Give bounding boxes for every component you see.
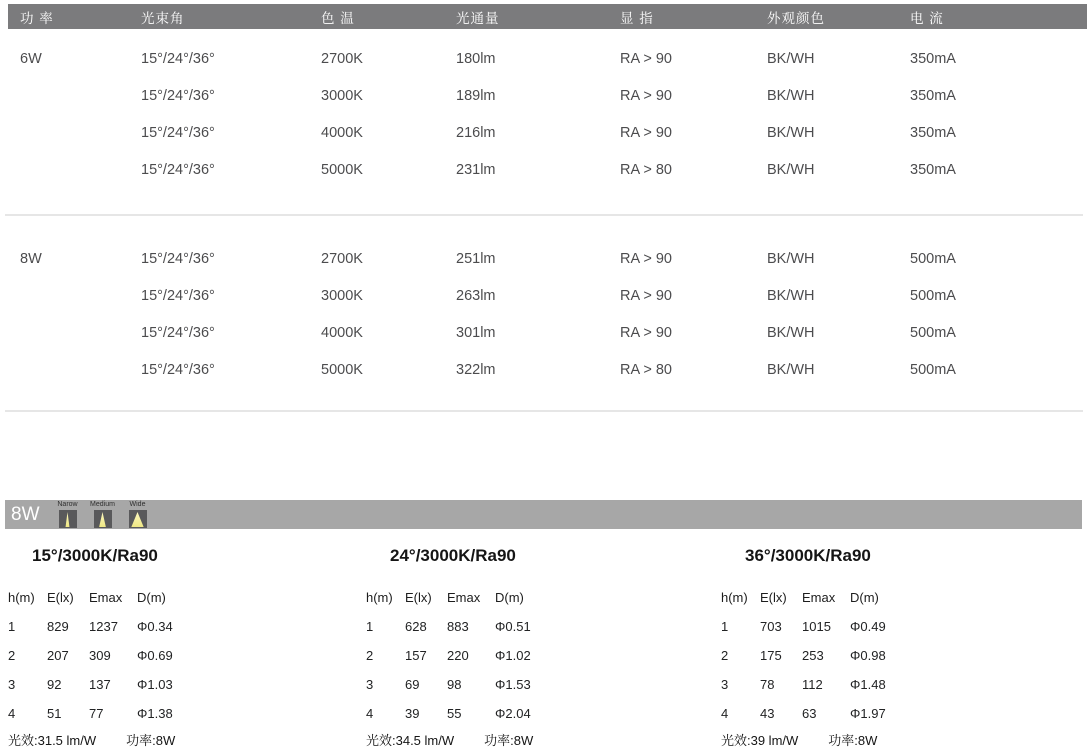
col-header-cri: 显 指 xyxy=(620,10,654,26)
col-header-current: 电 流 xyxy=(910,10,944,26)
emax-cell: 309 xyxy=(89,648,111,663)
finish-cell: BK/WH xyxy=(767,124,815,141)
d-cell: Φ2.04 xyxy=(495,706,531,721)
power-cell: 6W xyxy=(20,50,42,67)
col-header-finish: 外观颜色 xyxy=(767,10,825,26)
beam-cell: 15°/24°/36° xyxy=(141,161,215,178)
e-cell: 51 xyxy=(47,706,62,721)
table-row xyxy=(8,277,1087,314)
beam-cell: 15°/24°/36° xyxy=(141,250,215,267)
e-cell: 703 xyxy=(760,619,782,634)
finish-cell: BK/WH xyxy=(767,361,815,378)
narrow-beam-item xyxy=(56,501,80,528)
finish-cell: BK/WH xyxy=(767,324,815,341)
table-title: 15°/3000K/Ra90 xyxy=(32,546,158,565)
col-header-d: D(m) xyxy=(850,590,879,605)
cri-cell: RA > 90 xyxy=(620,50,672,67)
emax-cell: 112 xyxy=(802,677,823,692)
col-header-flux: 光通量 xyxy=(456,10,500,26)
col-header-h: h(m) xyxy=(8,590,35,605)
d-cell: Φ0.69 xyxy=(137,648,173,663)
emax-cell: 220 xyxy=(447,648,469,663)
h-cell: 1 xyxy=(366,619,374,634)
flux-cell: 301lm xyxy=(456,324,496,341)
finish-cell: BK/WH xyxy=(767,161,815,178)
cri-cell: RA > 90 xyxy=(620,324,672,341)
current-cell: 350mA xyxy=(910,87,956,104)
d-cell: Φ0.51 xyxy=(495,619,531,634)
d-cell: Φ1.53 xyxy=(495,677,531,692)
finish-cell: BK/WH xyxy=(767,87,815,104)
photometric-table-24deg xyxy=(366,546,596,753)
col-header-d: D(m) xyxy=(137,590,166,605)
d-cell: Φ1.48 xyxy=(850,677,886,692)
photometric-section-bar xyxy=(5,500,1082,529)
e-cell: 78 xyxy=(760,677,775,692)
narrow-beam-icon xyxy=(59,510,77,528)
current-cell: 500mA xyxy=(910,324,956,341)
current-cell: 500mA xyxy=(910,361,956,378)
table-row xyxy=(8,40,1087,77)
e-cell: 628 xyxy=(405,619,427,634)
table-footer xyxy=(721,730,885,753)
h-cell: 4 xyxy=(8,706,16,721)
table-row xyxy=(8,314,1087,351)
emax-cell: 253 xyxy=(802,648,824,663)
d-cell: Φ0.49 xyxy=(850,619,886,634)
cct-cell: 2700K xyxy=(321,50,363,67)
power-value: 功率:8W xyxy=(126,733,176,748)
emax-cell: 1015 xyxy=(802,619,831,634)
current-cell: 350mA xyxy=(910,161,956,178)
h-cell: 3 xyxy=(366,677,374,692)
table-title: 24°/3000K/Ra90 xyxy=(390,546,516,565)
d-cell: Φ0.98 xyxy=(850,648,886,663)
beam-cell: 15°/24°/36° xyxy=(141,124,215,141)
h-cell: 1 xyxy=(8,619,16,634)
cri-cell: RA > 90 xyxy=(620,287,672,304)
power-cell: 8W xyxy=(20,250,42,267)
cct-cell: 2700K xyxy=(321,250,363,267)
emax-cell: 55 xyxy=(447,706,462,721)
flux-cell: 322lm xyxy=(456,361,496,378)
spec-group-6w xyxy=(8,40,1087,188)
table-row xyxy=(8,351,1087,388)
table-footer xyxy=(8,730,176,753)
medium-beam-label: Medium xyxy=(90,501,115,508)
h-cell: 2 xyxy=(8,648,16,663)
cct-cell: 5000K xyxy=(321,361,363,378)
power-value: 功率:8W xyxy=(484,733,534,748)
cct-cell: 4000K xyxy=(321,124,363,141)
finish-cell: BK/WH xyxy=(767,50,815,67)
medium-beam-item xyxy=(91,501,115,528)
wide-beam-icon xyxy=(129,510,147,528)
table-row xyxy=(8,151,1087,188)
beam-icon-group xyxy=(56,500,150,528)
emax-cell: 883 xyxy=(447,619,469,634)
cct-cell: 3000K xyxy=(321,87,363,104)
emax-cell: 63 xyxy=(802,706,817,721)
h-cell: 1 xyxy=(721,619,729,634)
cri-cell: RA > 80 xyxy=(620,161,672,178)
section-divider xyxy=(5,214,1083,216)
h-cell: 4 xyxy=(721,706,729,721)
narrow-beam-label: Narow xyxy=(57,501,78,508)
efficacy-value: 光效:34.5 lm/W xyxy=(366,733,455,748)
flux-cell: 263lm xyxy=(456,287,496,304)
finish-cell: BK/WH xyxy=(767,250,815,267)
beam-cell: 15°/24°/36° xyxy=(141,87,215,104)
flux-cell: 216lm xyxy=(456,124,496,141)
e-cell: 157 xyxy=(405,648,427,663)
h-cell: 2 xyxy=(721,648,729,663)
wide-beam-label: Wide xyxy=(129,501,146,508)
beam-cell: 15°/24°/36° xyxy=(141,50,215,67)
col-header-d: D(m) xyxy=(495,590,524,605)
cri-cell: RA > 90 xyxy=(620,124,672,141)
col-header-e: E(lx) xyxy=(760,590,787,605)
flux-cell: 189lm xyxy=(456,87,496,104)
finish-cell: BK/WH xyxy=(767,287,815,304)
h-cell: 3 xyxy=(8,677,16,692)
current-cell: 350mA xyxy=(910,124,956,141)
d-cell: Φ1.38 xyxy=(137,706,173,721)
e-cell: 175 xyxy=(760,648,782,663)
col-header-emax: Emax xyxy=(89,590,123,605)
photometric-table-15deg xyxy=(8,546,238,753)
e-cell: 207 xyxy=(47,648,69,663)
flux-cell: 231lm xyxy=(456,161,496,178)
flux-cell: 251lm xyxy=(456,250,496,267)
emax-cell: 1237 xyxy=(89,619,118,634)
col-header-beam: 光束角 xyxy=(141,10,185,26)
table-grid xyxy=(366,583,596,728)
h-cell: 2 xyxy=(366,648,374,663)
flux-cell: 180lm xyxy=(456,50,496,67)
e-cell: 43 xyxy=(760,706,775,721)
beam-cell: 15°/24°/36° xyxy=(141,361,215,378)
d-cell: Φ1.97 xyxy=(850,706,886,721)
beam-cell: 15°/24°/36° xyxy=(141,324,215,341)
spec-table-header xyxy=(8,4,1087,29)
cct-cell: 4000K xyxy=(321,324,363,341)
beam-cell: 15°/24°/36° xyxy=(141,287,215,304)
table-row xyxy=(8,77,1087,114)
e-cell: 69 xyxy=(405,677,420,692)
col-header-e: E(lx) xyxy=(405,590,432,605)
col-header-cct: 色 温 xyxy=(321,10,355,26)
spec-group-8w xyxy=(8,240,1087,388)
emax-cell: 77 xyxy=(89,706,104,721)
emax-cell: 137 xyxy=(89,677,111,692)
h-cell: 3 xyxy=(721,677,729,692)
current-cell: 350mA xyxy=(910,50,956,67)
e-cell: 829 xyxy=(47,619,69,634)
current-cell: 500mA xyxy=(910,287,956,304)
section-power-label: 8W xyxy=(11,504,40,525)
current-cell: 500mA xyxy=(910,250,956,267)
wide-beam-item xyxy=(126,501,150,528)
photometric-table-36deg xyxy=(721,546,951,753)
col-header-emax: Emax xyxy=(802,590,836,605)
table-footer xyxy=(366,730,534,753)
e-cell: 39 xyxy=(405,706,420,721)
col-header-h: h(m) xyxy=(721,590,748,605)
d-cell: Φ1.03 xyxy=(137,677,173,692)
col-header-power: 功 率 xyxy=(20,10,54,26)
col-header-h: h(m) xyxy=(366,590,393,605)
d-cell: Φ0.34 xyxy=(137,619,173,634)
table-grid xyxy=(8,583,238,728)
cri-cell: RA > 80 xyxy=(620,361,672,378)
h-cell: 4 xyxy=(366,706,374,721)
section-divider xyxy=(5,410,1083,412)
cri-cell: RA > 90 xyxy=(620,250,672,267)
table-grid xyxy=(721,583,951,728)
cct-cell: 5000K xyxy=(321,161,363,178)
col-header-emax: Emax xyxy=(447,590,481,605)
efficacy-value: 光效:31.5 lm/W xyxy=(8,733,97,748)
d-cell: Φ1.02 xyxy=(495,648,531,663)
emax-cell: 98 xyxy=(447,677,462,692)
efficacy-value: 光效:39 lm/W xyxy=(721,733,799,748)
table-row xyxy=(8,114,1087,151)
e-cell: 92 xyxy=(47,677,62,692)
table-row xyxy=(8,240,1087,277)
table-title: 36°/3000K/Ra90 xyxy=(745,546,871,565)
medium-beam-icon xyxy=(94,510,112,528)
cri-cell: RA > 90 xyxy=(620,87,672,104)
power-value: 功率:8W xyxy=(828,733,878,748)
col-header-e: E(lx) xyxy=(47,590,74,605)
cct-cell: 3000K xyxy=(321,287,363,304)
